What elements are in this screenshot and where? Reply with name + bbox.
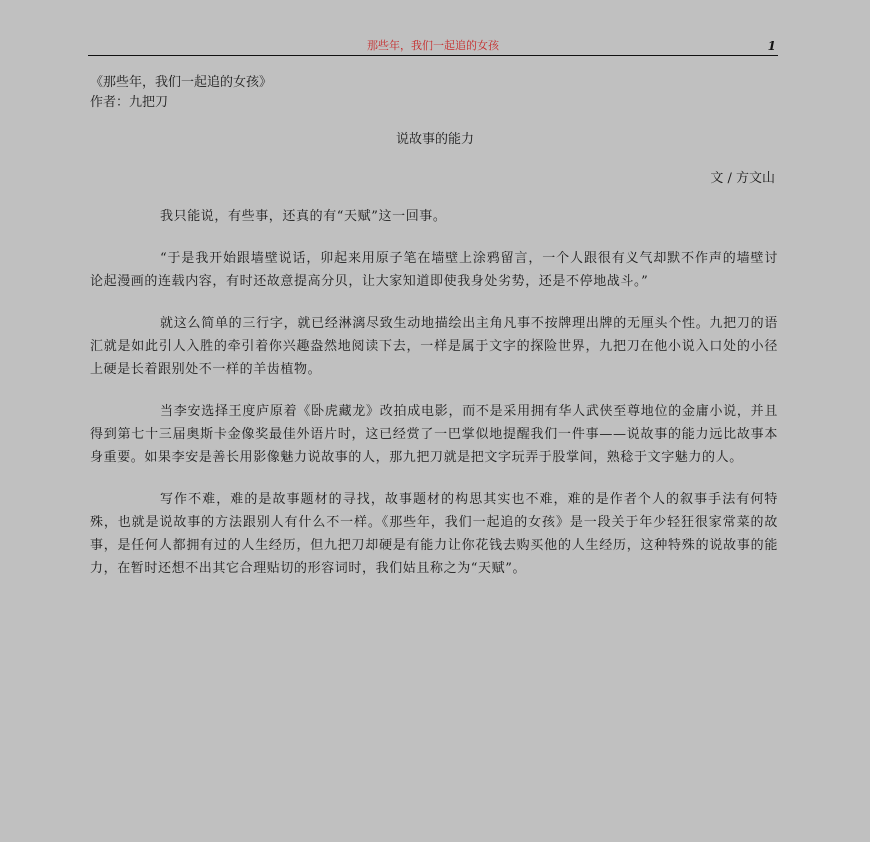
article-byline: 文 / 方文山 bbox=[710, 171, 775, 186]
running-header bbox=[88, 39, 778, 56]
article-title: 说故事的能力 bbox=[395, 132, 474, 147]
paragraph: 就这么简单的三行字，就已经淋漓尽致生动地描绘出主角凡事不按牌理出牌的无厘头个性。九把刀的语汇就是如此引人入胜的牵引着你兴趣盎然地阅读下去，一样是属于文字的探险世界，九把刀在他小说入口处的小径上硬是长着跟别处不一样的羊齿植物。 bbox=[90, 316, 778, 377]
paragraph: 写作不难，难的是故事题材的寻找，故事题材的构思其实也不难，难的是作者个人的叙事手法有何特殊，也就是说故事的方法跟别人有什么不一样。《那些年，我们一起追的女孩》是一段关于年少轻狂很家常菜的故事，是任何人都拥有过的人生经历，但九把刀却硬是有能力让你花钱去购买他的人生经历，这种特殊的说故事的能力，在暂时还想不出其它合理贴切的形容词时，我们姑且称之为“天赋”。 bbox=[90, 492, 778, 576]
article-body bbox=[90, 205, 778, 599]
paragraph: “于是我开始跟墙壁说话，卯起来用原子笔在墙壁上涂鸦留言，一个人跟很有义气却默不作声的墙壁讨论起漫画的连载内容，有时还故意提高分贝，让大家知道即使我身处劣势，还是不停地战斗。” bbox=[90, 251, 778, 289]
page-number: 1 bbox=[767, 39, 776, 53]
book-title: 《那些年，我们一起追的女孩》 bbox=[90, 75, 273, 90]
running-header-title: 那些年，我们一起追的女孩 bbox=[367, 39, 499, 52]
author-line: 作者：九把刀 bbox=[90, 95, 169, 110]
paragraph: 当李安选择王度庐原着《卧虎藏龙》改拍成电影，而不是采用拥有华人武侠至尊地位的金庸小说，并且得到第七十三届奥斯卡金像奖最佳外语片时，这已经赏了一巴掌似地提醒我们一件事——说故事的能力远比故事本身重要。如果李安是善长用影像魅力说故事的人，那九把刀就是把文字玩弄于股掌间，熟稔于文字魅力的人。 bbox=[90, 404, 778, 465]
book-meta bbox=[90, 73, 272, 113]
paragraph: 我只能说，有些事，还真的有“天赋”这一回事。 bbox=[160, 209, 447, 224]
